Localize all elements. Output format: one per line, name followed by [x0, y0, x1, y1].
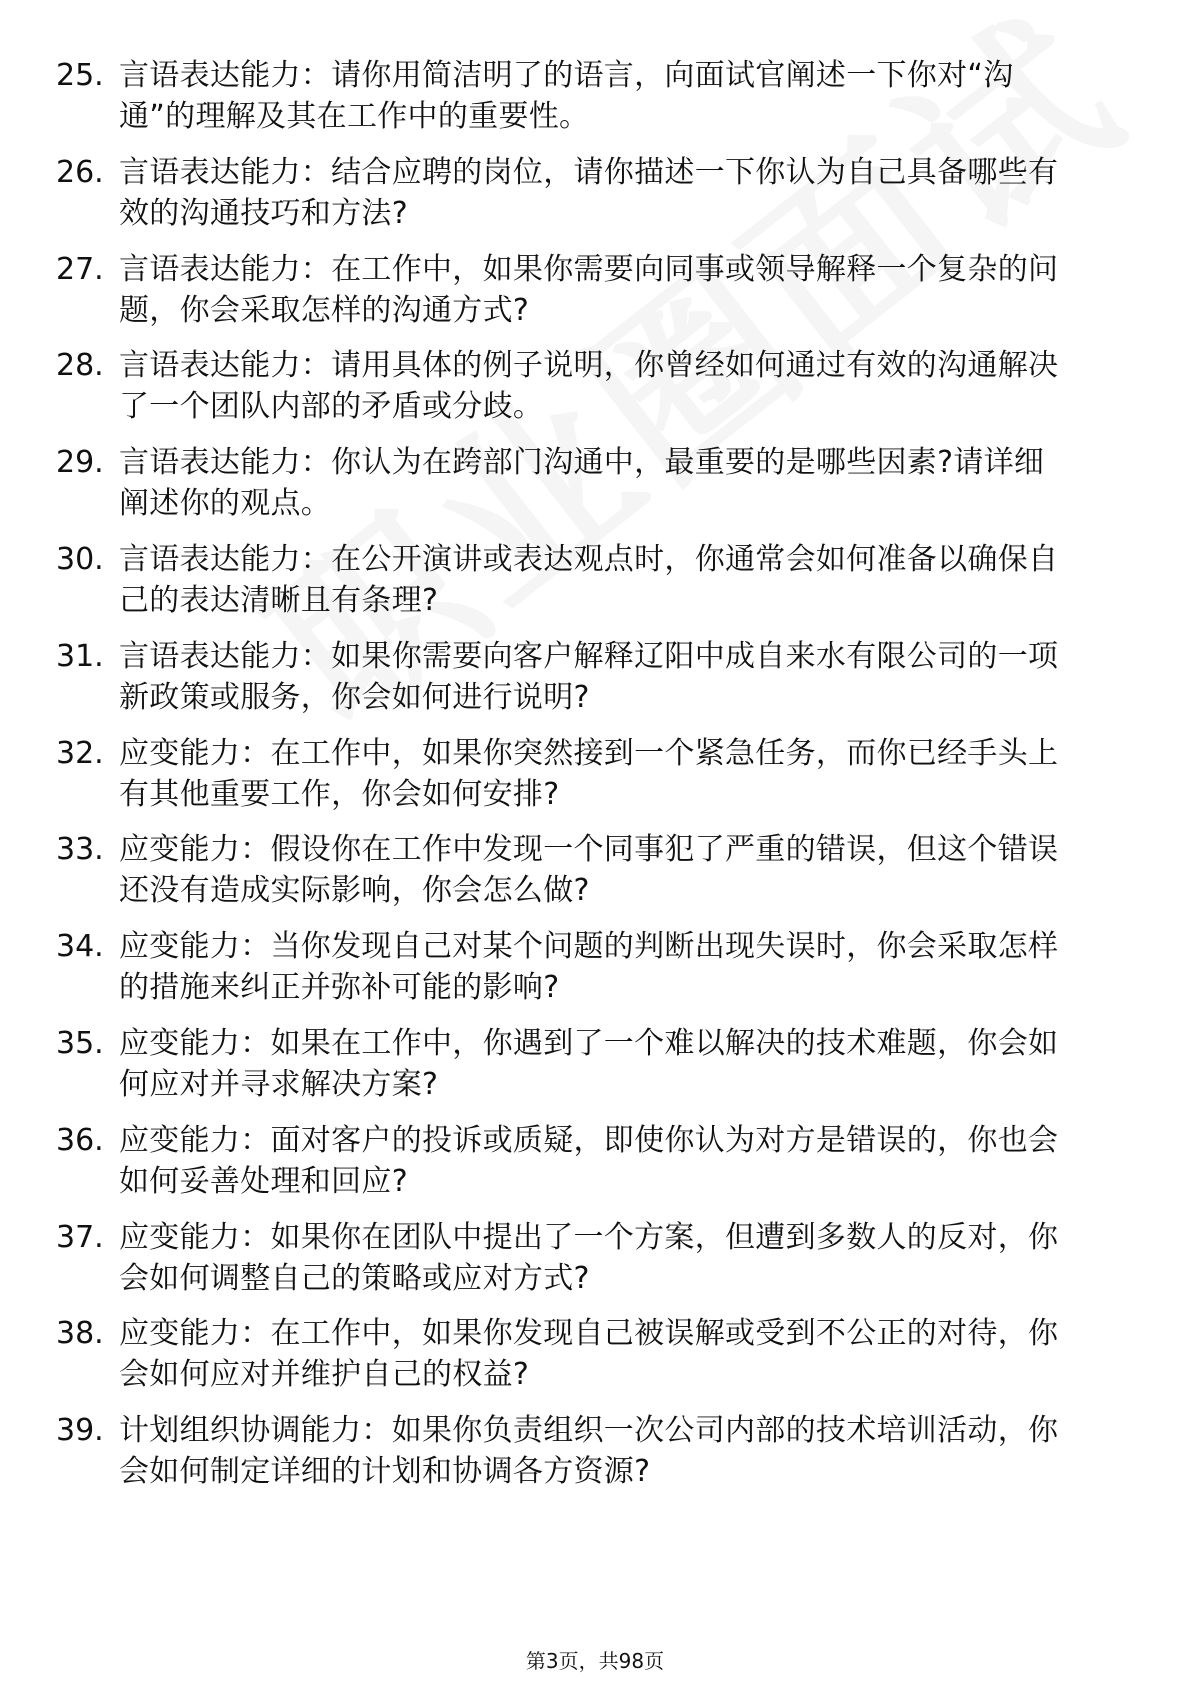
question-number: 26. [56, 154, 104, 190]
question-text: 言语表达能力：在工作中，如果你需要向同事或领导解释一个复杂的问题，你会采取怎样的沟通方式? [119, 251, 1059, 328]
question-text: 应变能力：当你发现自己对某个问题的判断出现失误时，你会采取怎样的措施来纠正并弥补可能的影响? [119, 929, 1059, 1006]
question-number: 34. [56, 929, 104, 965]
question-number: 31. [56, 638, 104, 674]
question-text: 言语表达能力：请用具体的例子说明，你曾经如何通过有效的沟通解决了一个团队内部的矛盾或分歧。 [119, 348, 1059, 425]
question-text: 应变能力：在工作中，如果你发现自己被误解或受到不公正的对待，你会如何应对并维护自己的权益? [119, 1316, 1059, 1393]
question-number: 29. [56, 445, 104, 481]
question-item [56, 1023, 1116, 1105]
page-number-label: 第3页，共98页 [525, 1649, 665, 1673]
question-text: 言语表达能力：请你用简洁明了的语言，向面试官阐述一下你对“沟通”的理解及其在工作中的重要性。 [119, 58, 1014, 134]
question-number: 33. [56, 832, 104, 868]
question-number: 35. [56, 1025, 104, 1061]
question-text: 言语表达能力：结合应聘的岗位，请你描述一下你认为自己具备哪些有效的沟通技巧和方法? [119, 154, 1059, 231]
question-text: 言语表达能力：在公开演讲或表达观点时，你通常会如何准备以确保自己的表达清晰且有条理? [119, 541, 1059, 618]
question-number: 39. [56, 1413, 104, 1449]
question-number: 27. [56, 251, 104, 287]
question-text: 应变能力：假设你在工作中发现一个同事犯了严重的错误，但这个错误还没有造成实际影响，你会怎么做? [119, 832, 1059, 909]
question-number: 32. [56, 735, 104, 771]
question-number: 38. [56, 1316, 104, 1352]
question-list [56, 55, 1116, 1507]
question-item [56, 829, 1116, 911]
question-item [56, 1120, 1116, 1202]
question-text: 应变能力：在工作中，如果你突然接到一个紧急任务，而你已经手头上有其他重要工作，你会如何安排? [119, 735, 1059, 812]
question-item [56, 345, 1116, 427]
question-number: 28. [56, 348, 104, 384]
question-item [56, 636, 1116, 718]
question-item [56, 152, 1116, 234]
question-number: 36. [56, 1122, 104, 1158]
question-text: 应变能力：如果你在团队中提出了一个方案，但遭到多数人的反对，你会如何调整自己的策略或应对方式? [119, 1219, 1059, 1296]
question-item [56, 442, 1116, 524]
question-number: 37. [56, 1219, 104, 1255]
question-text: 应变能力：面对客户的投诉或质疑，即使你认为对方是错误的，你也会如何妥善处理和回应? [119, 1122, 1059, 1199]
question-text: 应变能力：如果在工作中，你遇到了一个难以解决的技术难题，你会如何应对并寻求解决方案? [119, 1025, 1059, 1102]
question-text: 言语表达能力：你认为在跨部门沟通中，最重要的是哪些因素?请详细阐述你的观点。 [119, 445, 1045, 522]
page-footer [0, 1649, 1190, 1673]
question-item [56, 926, 1116, 1008]
question-item [56, 539, 1116, 621]
question-text: 言语表达能力：如果你需要向客户解释辽阳中成自来水有限公司的一项新政策或服务，你会如何进行说明? [119, 638, 1059, 715]
question-item [56, 1313, 1116, 1395]
question-item [56, 1410, 1116, 1492]
question-item [56, 733, 1116, 815]
question-item [56, 55, 1116, 137]
question-item [56, 1217, 1116, 1299]
question-number: 30. [56, 541, 104, 577]
question-text: 计划组织协调能力：如果你负责组织一次公司内部的技术培训活动，你会如何制定详细的计划和协调各方资源? [119, 1413, 1059, 1490]
question-item [56, 249, 1116, 331]
question-number: 25. [56, 58, 104, 93]
